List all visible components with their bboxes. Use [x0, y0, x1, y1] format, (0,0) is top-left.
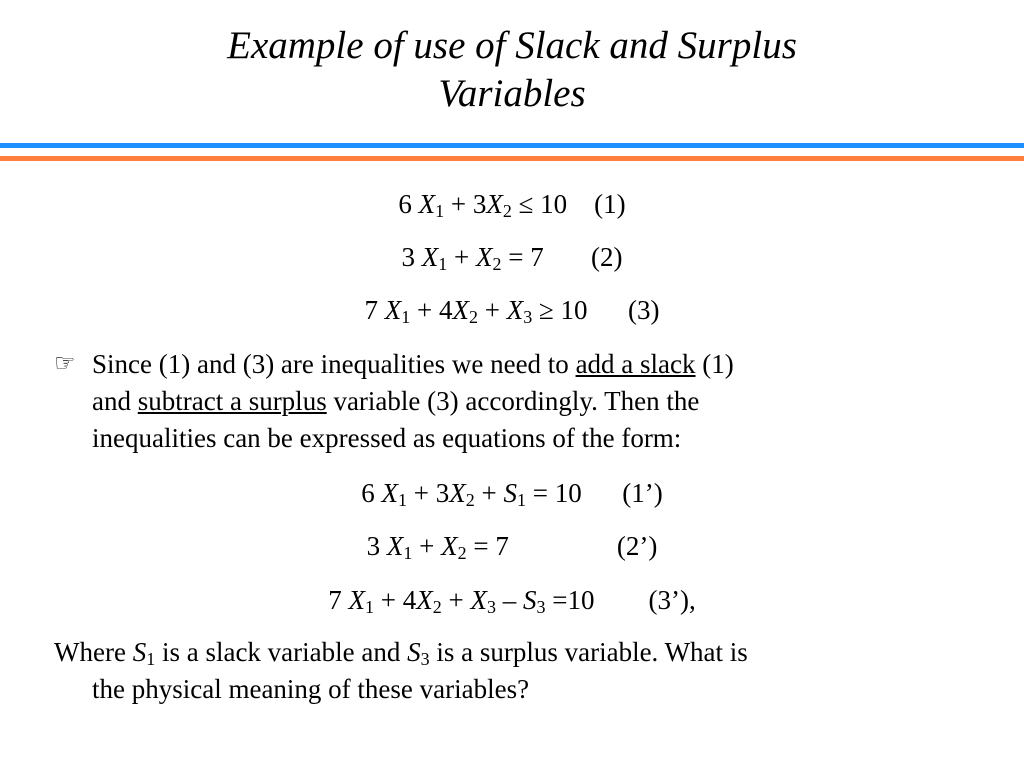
- title-rule-orange: [0, 156, 1024, 161]
- equation-2-prime-tag: (2’): [616, 531, 658, 561]
- title-line-2: Variables: [438, 72, 586, 115]
- pointing-hand-icon: ☞: [54, 349, 76, 377]
- closing-line-2: the physical meaning of these variables?: [92, 674, 530, 704]
- equation-2-tag: (2): [590, 242, 623, 272]
- equation-3-prime-tag: (3’),: [648, 585, 696, 615]
- equation-1-prime-tag: (1’): [622, 478, 663, 508]
- paragraph-line-1: Since (1) and (3) are inequalities we need to add a slack (1): [92, 349, 734, 379]
- paragraph-line-2: and subtract a surplus variable (3) accordingly. Then the: [92, 386, 700, 416]
- equation-2: 3 $X_1 + X_2 = 7$ (2): [401, 242, 623, 274]
- title-line-1: Example of use of Slack and Surplus: [227, 24, 797, 67]
- equation-3: 7 $X_1 + 4X_2 + X_3 \ge 10$ (3): [364, 295, 660, 327]
- equation-2-prime: 3 $X_1 + X_2 = 7$ (2’): [366, 531, 658, 563]
- equation-3-tag: (3): [628, 295, 660, 325]
- equation-1-tag: (1): [594, 189, 626, 219]
- title-rule-blue: [0, 143, 1024, 148]
- equation-1: 6 $X_1 + 3X_2 \le 10$ (1): [398, 189, 626, 221]
- slide-title: [0, 22, 1024, 118]
- paragraph-line-3: inequalities can be expressed as equations of the form:: [92, 423, 682, 453]
- equation-3-prime: 7 $X_1 + 4X_2 + X_3 - S_3 =10$ (3’),: [328, 585, 696, 617]
- equation-1-prime: 6 $X_1 + 3X_2 + S_1 = 10$ (1’): [361, 478, 663, 510]
- closing-line-1: Where $S_1$ is a slack variable and $S_3$ is a surplus variable. What is: [54, 637, 748, 669]
